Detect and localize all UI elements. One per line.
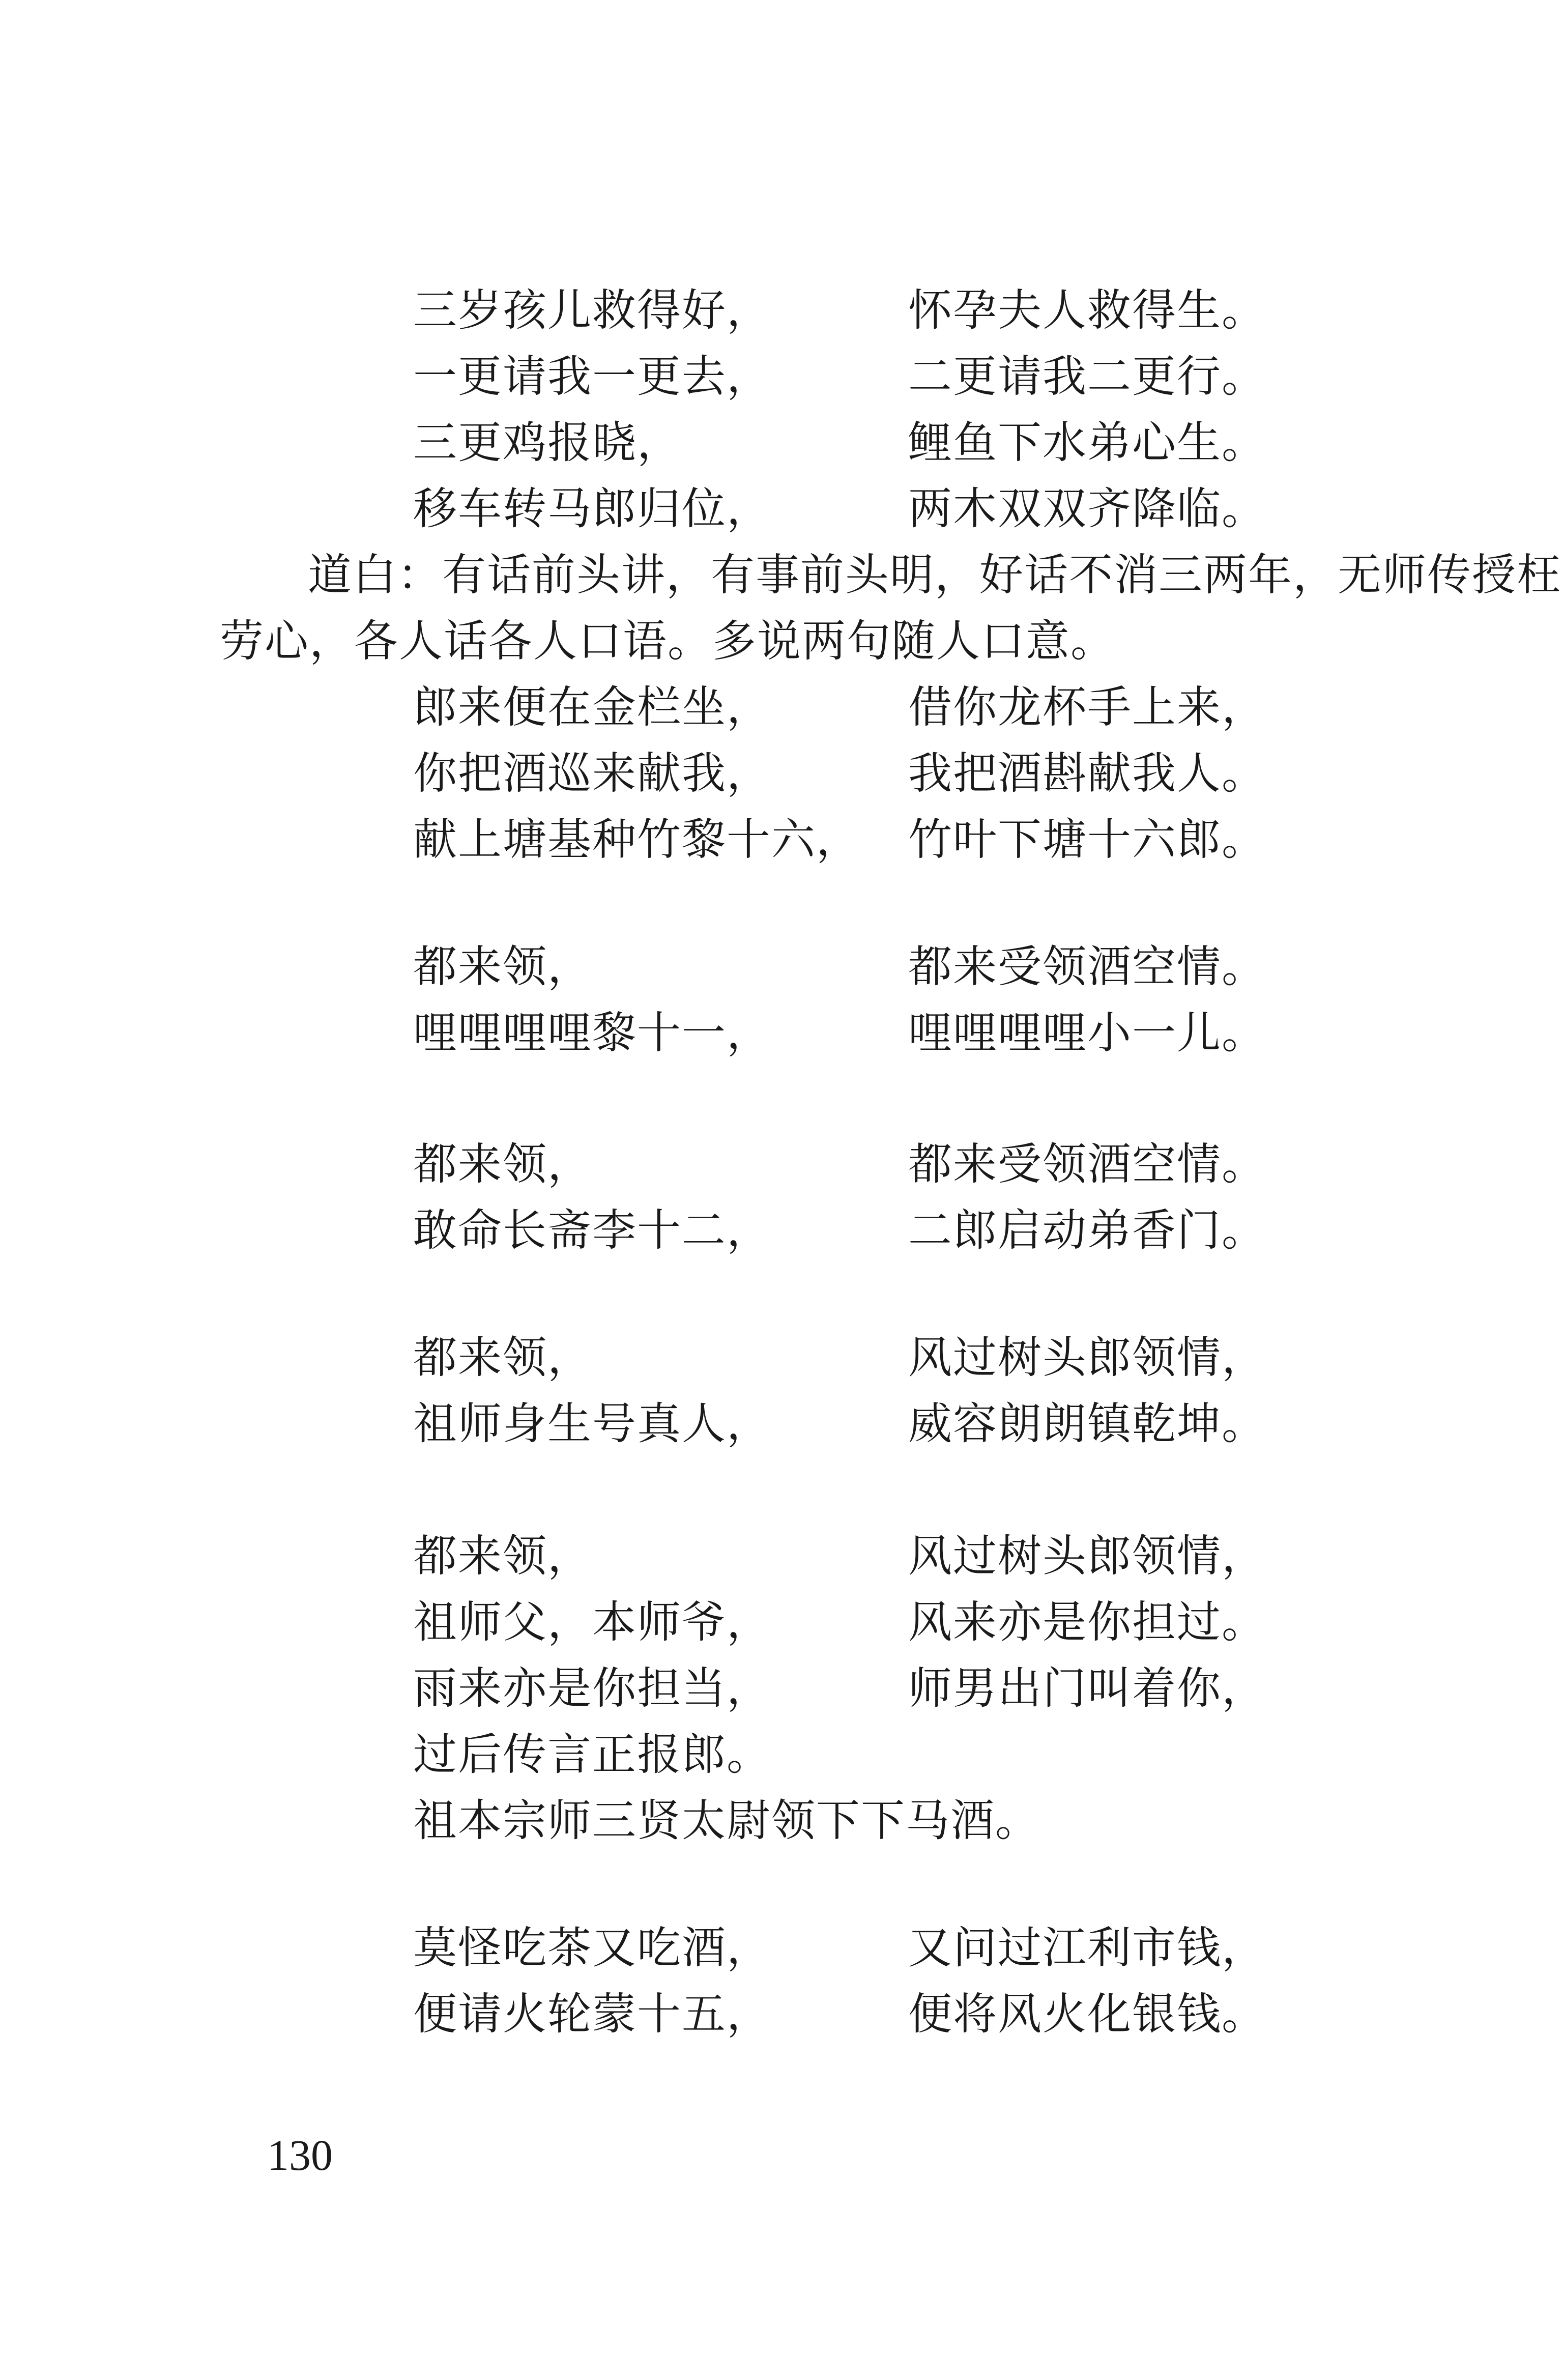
verse-right: 风过树头郎领情， [908, 1531, 1266, 1582]
daobai-line-1: 道白：有话前头讲，有事前头明，好话不消三两年，无师传授枉 [308, 550, 1561, 600]
verse-left: 祖师父，本师爷， [413, 1597, 771, 1648]
verse-left: 雨来亦是你担当， [413, 1663, 771, 1714]
verse-right: 便将风火化银钱。 [908, 1989, 1266, 2040]
verse-right: 威容朗朗镇乾坤。 [908, 1398, 1266, 1449]
verse-right: 我把酒斟献我人。 [908, 748, 1266, 799]
verse-left: 敢命长斋李十二， [413, 1205, 771, 1256]
verse-right: 两木双双齐降临。 [908, 483, 1266, 534]
verse-left: 便请火轮蒙十五， [413, 1989, 771, 2040]
verse-left: 哩哩哩哩黎十一， [413, 1008, 771, 1058]
page-number: 130 [267, 2131, 333, 2180]
verse-right: 二更请我二更行。 [908, 351, 1266, 402]
verse-left: 一更请我一更去， [413, 351, 771, 402]
verse-right: 风过树头郎领情， [908, 1332, 1266, 1383]
verse-single: 过后传言正报郎。 [413, 1729, 771, 1780]
verse-left: 都来领， [413, 941, 592, 992]
verse-left: 献上塘基种竹黎十六， [413, 814, 861, 865]
verse-right: 都来受领酒空情。 [908, 1139, 1266, 1190]
verse-left: 祖师身生号真人， [413, 1398, 771, 1449]
verse-right: 师男出门叫着你， [908, 1663, 1266, 1714]
daobai-line-2: 劳心，各人话各人口语。多说两句随人口意。 [220, 616, 1115, 667]
verse-left: 三更鸡报晓， [413, 417, 682, 468]
verse-right: 怀孕夫人救得生。 [908, 285, 1266, 336]
verse-right: 都来受领酒空情。 [908, 941, 1266, 992]
verse-left: 你把酒巡来献我， [413, 748, 771, 799]
verse-right: 又问过江利市钱， [908, 1923, 1266, 1973]
verse-right: 风来亦是你担过。 [908, 1597, 1266, 1648]
verse-right: 二郎启动弟香门。 [908, 1205, 1266, 1256]
verse-left: 莫怪吃茶又吃酒， [413, 1923, 771, 1973]
verse-single: 祖本宗师三贤太尉领下下马酒。 [413, 1795, 1040, 1846]
verse-right: 借你龙杯手上来， [908, 682, 1266, 733]
verse-left: 都来领， [413, 1139, 592, 1190]
verse-right: 鲤鱼下水弟心生。 [908, 417, 1266, 468]
verse-left: 移车转马郎归位， [413, 483, 771, 534]
verse-right: 竹叶下塘十六郎。 [908, 814, 1266, 865]
verse-left: 都来领， [413, 1531, 592, 1582]
verse-left: 都来领， [413, 1332, 592, 1383]
verse-left: 郎来便在金栏坐， [413, 682, 771, 733]
verse-left: 三岁孩儿救得好， [413, 285, 771, 336]
verse-right: 哩哩哩哩小一儿。 [908, 1008, 1266, 1058]
